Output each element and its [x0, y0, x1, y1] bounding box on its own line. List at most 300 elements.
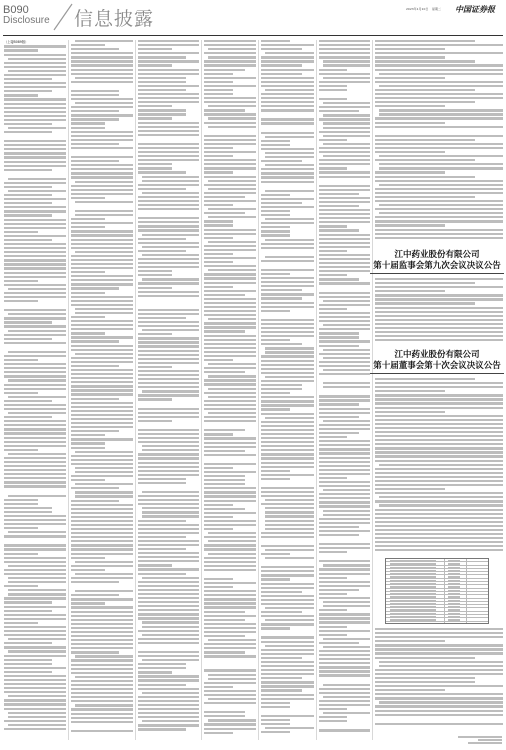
text-line [375, 714, 503, 716]
text-line [319, 340, 370, 342]
text-line [8, 313, 66, 315]
text-line [319, 662, 370, 664]
text-line [319, 416, 359, 418]
text-line [204, 151, 256, 153]
text-line [323, 60, 370, 62]
text-line [4, 239, 52, 241]
text-line [319, 424, 370, 426]
text-line [71, 602, 105, 604]
text-line [375, 143, 503, 145]
text-line [4, 82, 66, 84]
text-line [4, 219, 66, 221]
text-line [323, 64, 370, 66]
text-line [323, 638, 370, 640]
text-line [204, 60, 256, 62]
text-line [4, 296, 66, 298]
text-line [8, 412, 66, 414]
text-line [138, 544, 199, 546]
text-line [138, 130, 199, 132]
text-line [204, 711, 245, 713]
text-line [319, 593, 347, 595]
text-line [4, 465, 66, 467]
announcement-2-body [375, 378, 503, 556]
text-line [204, 167, 256, 169]
text-line [265, 607, 314, 609]
text-line [375, 407, 503, 409]
text-line [4, 223, 66, 225]
text-line [71, 287, 119, 289]
text-line [4, 720, 66, 722]
text-line [375, 294, 503, 296]
text-line [138, 117, 172, 119]
text-line [204, 643, 256, 645]
text-line [375, 278, 503, 280]
text-line [323, 143, 370, 145]
text-line [138, 630, 199, 632]
text-line [138, 378, 199, 380]
text-line [319, 613, 370, 615]
text-line [204, 326, 256, 328]
text-line [208, 318, 256, 320]
text-line [261, 587, 314, 589]
text-column-6 [319, 40, 370, 740]
text-line [261, 122, 314, 124]
text-line [75, 451, 133, 453]
text-line [261, 48, 302, 50]
text-line [208, 678, 256, 680]
text-line [138, 593, 199, 595]
text-line [138, 679, 199, 681]
text-line [261, 478, 290, 480]
text-line [71, 143, 119, 145]
text-line [319, 373, 370, 375]
text-line [323, 324, 370, 326]
text-line [8, 127, 66, 129]
text-line [204, 97, 256, 99]
text-line [319, 481, 370, 483]
text-line [375, 81, 503, 83]
text-line [138, 266, 199, 268]
text-line [4, 259, 66, 261]
text-line [4, 675, 66, 677]
text-line [261, 214, 290, 216]
text-line [323, 369, 370, 371]
text-line [319, 440, 370, 442]
text-line [71, 324, 133, 326]
text-line [4, 416, 52, 418]
text-line [4, 573, 66, 575]
text-line [319, 585, 370, 587]
text-line [319, 292, 370, 294]
text-line [71, 255, 133, 257]
text-line [323, 601, 370, 603]
text-line [204, 159, 256, 161]
text-line [204, 147, 233, 149]
text-line [71, 365, 119, 367]
text-line [4, 424, 66, 426]
text-line [204, 139, 256, 141]
text-line [208, 56, 256, 58]
text-line [71, 247, 133, 249]
text-line [138, 609, 199, 611]
text-line [71, 385, 133, 387]
text-line [265, 520, 314, 522]
text-line [138, 242, 199, 244]
text-line [8, 495, 66, 497]
text-line [319, 729, 370, 731]
text-line [265, 376, 314, 378]
text-line [375, 723, 503, 725]
text-line [71, 569, 105, 571]
text-line [261, 355, 314, 357]
text-line [138, 528, 199, 530]
text-line [138, 597, 199, 599]
text-line [75, 214, 133, 216]
text-line [204, 682, 256, 684]
text-line [265, 136, 314, 138]
text-line [71, 56, 133, 58]
text-line [138, 540, 199, 542]
text-line [261, 132, 314, 134]
text-line [138, 651, 199, 653]
text-line [375, 135, 503, 137]
announcement-title: 第十届董事会第十次会议决议公告 [373, 361, 501, 371]
text-line [75, 491, 133, 493]
text-line [138, 105, 172, 107]
text-line [204, 557, 256, 559]
text-line [4, 655, 66, 657]
text-line [4, 659, 52, 661]
text-line [204, 359, 233, 361]
text-line [71, 730, 133, 732]
text-line [4, 231, 38, 233]
text-line [4, 679, 66, 681]
text-line [71, 713, 133, 715]
text-line [375, 224, 445, 226]
text-line [261, 553, 290, 555]
text-line [375, 302, 475, 304]
text-line [319, 242, 370, 244]
text-line [71, 438, 133, 440]
text-line [375, 331, 503, 333]
text-line [319, 225, 347, 227]
text-line [8, 695, 66, 697]
text-line [261, 441, 314, 443]
text-line [71, 106, 133, 108]
text-line [375, 339, 503, 341]
text-line [375, 286, 503, 288]
text-line [71, 131, 133, 133]
text-line [4, 601, 52, 603]
text-line [138, 585, 199, 587]
text-line [204, 310, 256, 312]
text-line [204, 655, 256, 657]
text-line [319, 518, 370, 520]
text-line [208, 105, 256, 107]
text-line [142, 449, 199, 451]
text-line [4, 103, 66, 105]
text-line [319, 308, 347, 310]
text-line [142, 180, 199, 182]
text-line [71, 696, 133, 698]
text-line [71, 48, 119, 50]
text-line [75, 471, 133, 473]
text-column-2 [71, 40, 133, 740]
text-line [204, 257, 256, 259]
text-line [319, 205, 359, 207]
text-line [204, 686, 233, 688]
text-line [323, 122, 370, 124]
text-line [138, 617, 199, 619]
text-line [138, 358, 199, 360]
text-line [265, 528, 314, 530]
text-line [261, 570, 314, 572]
text-line [75, 210, 133, 212]
text-line [71, 684, 133, 686]
text-line [319, 197, 370, 199]
text-line [261, 335, 314, 337]
text-line [261, 400, 314, 402]
text-line [375, 151, 445, 153]
text-line [71, 373, 133, 375]
text-line [204, 44, 256, 46]
text-line [71, 189, 133, 191]
text-line [75, 467, 133, 469]
text-line [138, 728, 186, 730]
text-line [375, 171, 445, 173]
text-line [204, 155, 233, 157]
text-line [261, 234, 290, 236]
text-line [138, 638, 199, 640]
text-line [261, 603, 314, 605]
text-line [71, 122, 105, 124]
text-line [138, 147, 199, 149]
text-line [204, 475, 245, 477]
text-line [138, 270, 172, 272]
text-line [319, 167, 347, 169]
text-line [375, 443, 503, 445]
text-line [142, 491, 199, 493]
text-line [71, 349, 133, 351]
text-line [375, 541, 503, 543]
text-line [261, 269, 314, 271]
text-line [71, 442, 105, 444]
text-line [71, 197, 105, 199]
text-line [138, 663, 186, 665]
text-line [75, 573, 133, 575]
text-line [375, 689, 445, 691]
text-line [323, 386, 370, 388]
text-line [375, 697, 503, 699]
text-line [319, 589, 359, 591]
text-line [204, 619, 245, 621]
text-line [261, 306, 314, 308]
text-line [261, 247, 314, 249]
text-line [375, 44, 503, 46]
text-line [142, 634, 199, 636]
text-line [4, 300, 38, 302]
data-table [385, 558, 489, 624]
text-line [319, 262, 370, 264]
text-line [71, 544, 133, 546]
text-line [138, 560, 199, 562]
text-line [261, 364, 314, 366]
text-line [8, 577, 66, 579]
text-line [375, 488, 445, 490]
text-line [261, 677, 302, 679]
text-line [4, 98, 66, 100]
text-line [4, 671, 52, 673]
text-line [138, 143, 199, 145]
text-line [375, 60, 475, 62]
text-line [319, 118, 370, 120]
text-line [265, 727, 314, 729]
text-line [319, 274, 347, 276]
text-line [142, 659, 199, 661]
text-line [261, 731, 290, 733]
text-line [138, 398, 172, 400]
text-line [204, 429, 245, 431]
text-line [261, 457, 314, 459]
text-line [261, 413, 314, 415]
text-line [71, 540, 133, 542]
text-line [138, 56, 186, 58]
text-line [71, 577, 133, 579]
text-line [204, 220, 233, 222]
text-line [4, 511, 52, 513]
text-line [319, 497, 370, 499]
text-line [8, 716, 66, 718]
text-line [319, 666, 370, 668]
text-line [261, 198, 314, 200]
text-line [71, 664, 133, 666]
text-line [71, 185, 133, 187]
text-line [71, 226, 105, 228]
text-line [375, 394, 503, 396]
text-line [71, 381, 133, 383]
text-line [319, 674, 370, 676]
text-line [265, 499, 314, 501]
text-line [4, 206, 66, 208]
text-line [204, 483, 245, 485]
text-line [71, 44, 105, 46]
text-line [8, 593, 66, 595]
text-line [379, 504, 503, 506]
text-line [204, 651, 245, 653]
text-line [71, 611, 133, 613]
text-line [379, 204, 503, 206]
text-line [323, 127, 370, 129]
text-line [375, 282, 475, 284]
text-line [204, 85, 256, 87]
text-line [75, 308, 133, 310]
text-line [265, 164, 314, 166]
text-line [261, 694, 314, 696]
text-line [265, 619, 314, 621]
text-line [204, 602, 256, 604]
text-line [261, 40, 290, 42]
text-line [204, 728, 256, 730]
text-line [138, 52, 199, 54]
text-line [4, 54, 66, 56]
text-line [319, 688, 370, 690]
text-line [319, 452, 370, 454]
text-line [138, 238, 186, 240]
text-line [4, 334, 66, 336]
text-line [138, 412, 199, 414]
text-line [319, 201, 370, 203]
text-line [379, 212, 503, 214]
text-line [71, 623, 133, 625]
text-line [138, 155, 199, 157]
footer-note [458, 736, 502, 745]
text-line [204, 192, 256, 194]
text-line [4, 523, 66, 525]
text-line [204, 594, 256, 596]
text-line [138, 437, 199, 439]
text-line [323, 382, 370, 384]
text-line [319, 147, 370, 149]
text-line [71, 615, 133, 617]
text-line [375, 176, 475, 178]
text-line [4, 597, 66, 599]
text-line [71, 94, 119, 96]
text-line [71, 631, 133, 633]
text-line [75, 353, 133, 355]
text-line [4, 408, 66, 410]
text-column-7 [375, 40, 503, 250]
text-line [319, 258, 370, 260]
text-line [261, 277, 314, 279]
text-line [261, 372, 314, 374]
text-line [204, 282, 256, 284]
text-line [138, 89, 186, 91]
text-line [261, 665, 314, 667]
text-line [323, 349, 370, 351]
text-line [4, 392, 38, 394]
text-line [138, 564, 172, 566]
text-line [71, 536, 133, 538]
text-line [204, 343, 256, 345]
text-line [4, 292, 66, 294]
text-line [323, 114, 370, 116]
text-line [204, 298, 256, 300]
text-line [75, 655, 133, 657]
text-line [8, 650, 66, 652]
text-line [375, 52, 503, 54]
text-line [71, 557, 105, 559]
text-line [138, 97, 199, 99]
text-line [319, 621, 370, 623]
disclosure-label: Disclosure [3, 15, 50, 26]
text-line [261, 44, 314, 46]
text-line [319, 522, 370, 524]
text-line [4, 202, 52, 204]
text-line [138, 601, 199, 603]
text-line [138, 581, 199, 583]
text-line [75, 201, 133, 203]
text-line [261, 69, 314, 71]
text-line [319, 131, 370, 133]
text-line [75, 251, 133, 253]
text-line [71, 60, 133, 62]
text-line [319, 436, 347, 438]
text-line [261, 302, 314, 304]
text-line [204, 171, 233, 173]
text-line [204, 528, 233, 530]
text-line [138, 188, 186, 190]
text-line [4, 473, 66, 475]
